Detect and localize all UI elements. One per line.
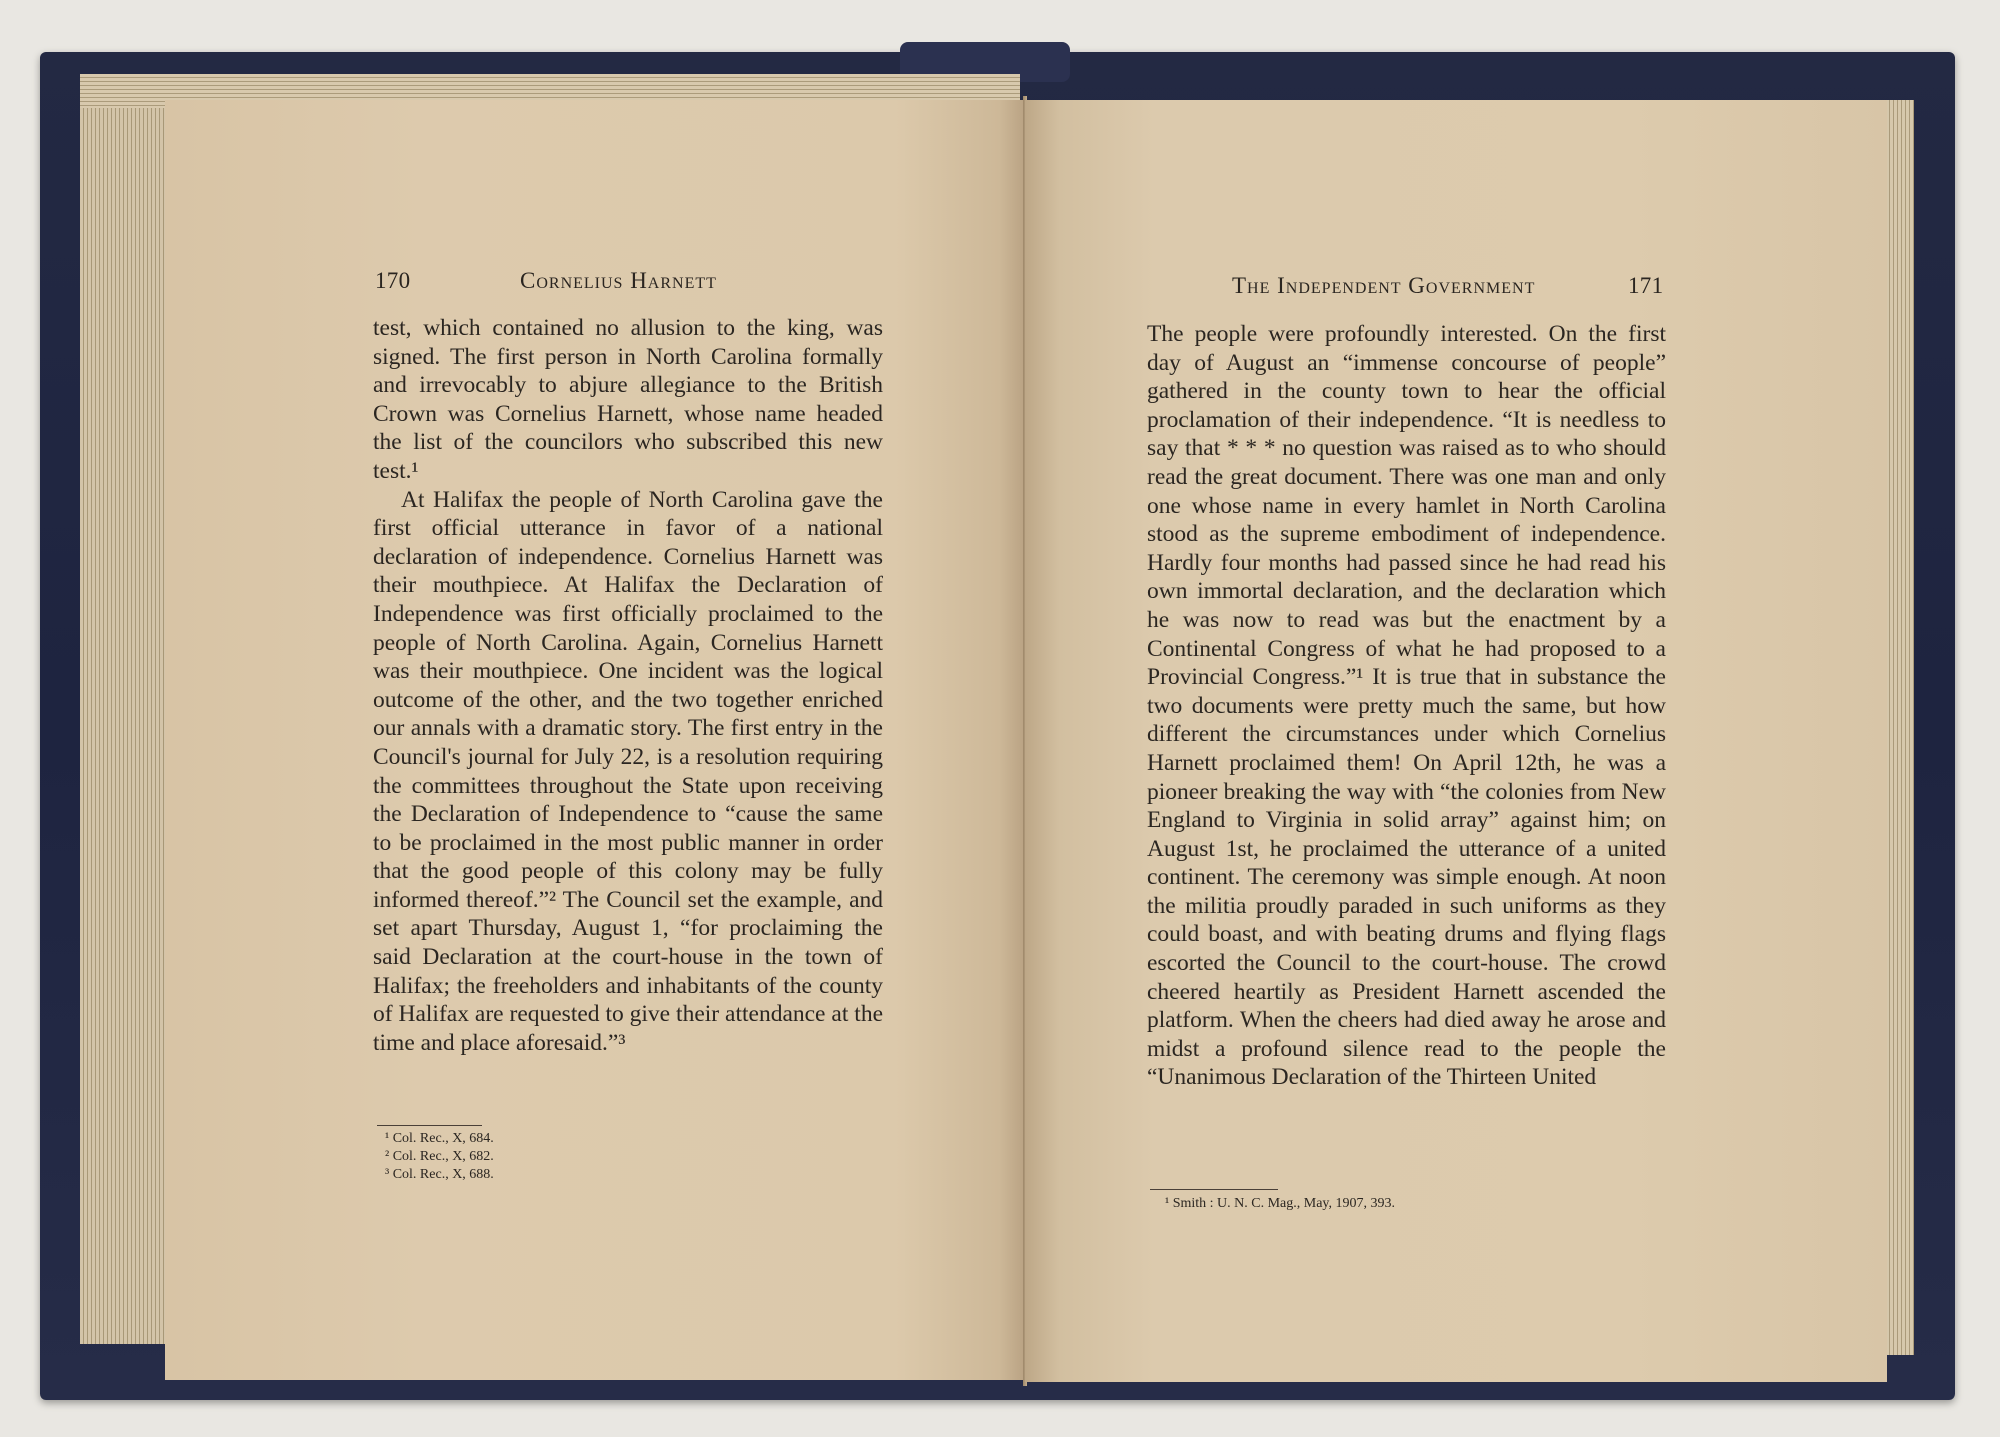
page-edges-left: [80, 74, 175, 1344]
right-page-number: 171: [1628, 273, 1664, 298]
left-page-number: 170: [375, 268, 411, 293]
right-footnotes: [1165, 1195, 1395, 1213]
right-body-text: [1147, 320, 1666, 1092]
right-footnote-1: ¹ Smith : U. N. C. Mag., May, 1907, 393.: [1165, 1196, 1396, 1211]
left-body-text: [373, 314, 883, 1057]
left-footnote-1: ¹ Col. Rec., X, 684.: [385, 1131, 494, 1146]
right-page: [1025, 100, 1887, 1382]
left-running-head: Cornelius Harnett: [520, 268, 717, 293]
left-footnote-2: ² Col. Rec., X, 682.: [385, 1149, 494, 1164]
left-paragraph-1: test, which contained no allusion to the king, was signed. The first person in North Carolina formally and irrevocably to abjure allegiance to the British Crown was Cornelius Harnett, whose name headed the list of the councilors who subscribed this new test.¹: [373, 315, 883, 484]
right-paragraph-1: The people were profoundly interested. On the first day of August an “immense concourse of people” gathered in the county town to hear the official proclamation of their independence. “It is needless to say that * * * no question was raised as to who should read the great document. There was one man and only one whose name in every hamlet in North Carolina stood as the supreme embodiment of independence. Hardly four months had passed since he had read his own immortal declaration, and the declaration which he was now to read was but the enactment by a Continental Congress of what he had proposed to a Provincial Congress.”¹ It is true that in substance the two documents were pretty much the same, but how different the circumstances under which Cornelius Harnett proclaimed them! On April 12th, he was a pioneer breaking the way with “the colonies from New England to Virginia in solid array” against him; on August 1st, he proclaimed the utterance of a united continent. The ceremony was simple enough. At noon the militia proudly paraded in such uniforms as they could boast, and with beating drums and flying flags escorted the Council to the court-house. The crowd cheered heartily as President Harnett ascended the platform. When the cheers had died away he arose and midst a profound silence read to the people the “Unanimous Declaration of the Thirteen United: [1147, 321, 1666, 1091]
left-page: [165, 100, 1025, 1380]
left-footnote-rule: [377, 1125, 482, 1126]
left-paragraph-2: At Halifax the people of North Carolina gave the first official utterance in favor of a national declaration of independence. Cornelius Harnett was their mouthpiece. At Halifax the Declaration of Independence was first officially proclaimed to the people of North Carolina. Again, Cornelius Harnett was their mouthpiece. One incident was the logical outcome of the other, and the two together enriched our annals with a dramatic story. The first entry in the Council's journal for July 22, is a resolution requiring the committees throughout the State upon receiving the Declaration of Independence to “cause the same to be proclaimed in the most public manner in order that the good people of this colony may be fully informed thereof.”² The Council set the example, and set apart Thursday, August 1, “for proclaiming the said Declaration at the court-house in the town of Halifax; the freeholders and inhabitants of the county of Halifax are requested to give their attendance at the time and place aforesaid.”³: [373, 486, 883, 1056]
right-footnote-rule: [1150, 1189, 1278, 1190]
left-footnote-3: ³ Col. Rec., X, 688.: [385, 1167, 494, 1182]
right-running-head: The Independent Government: [1232, 273, 1536, 298]
left-footnotes: [385, 1130, 494, 1184]
